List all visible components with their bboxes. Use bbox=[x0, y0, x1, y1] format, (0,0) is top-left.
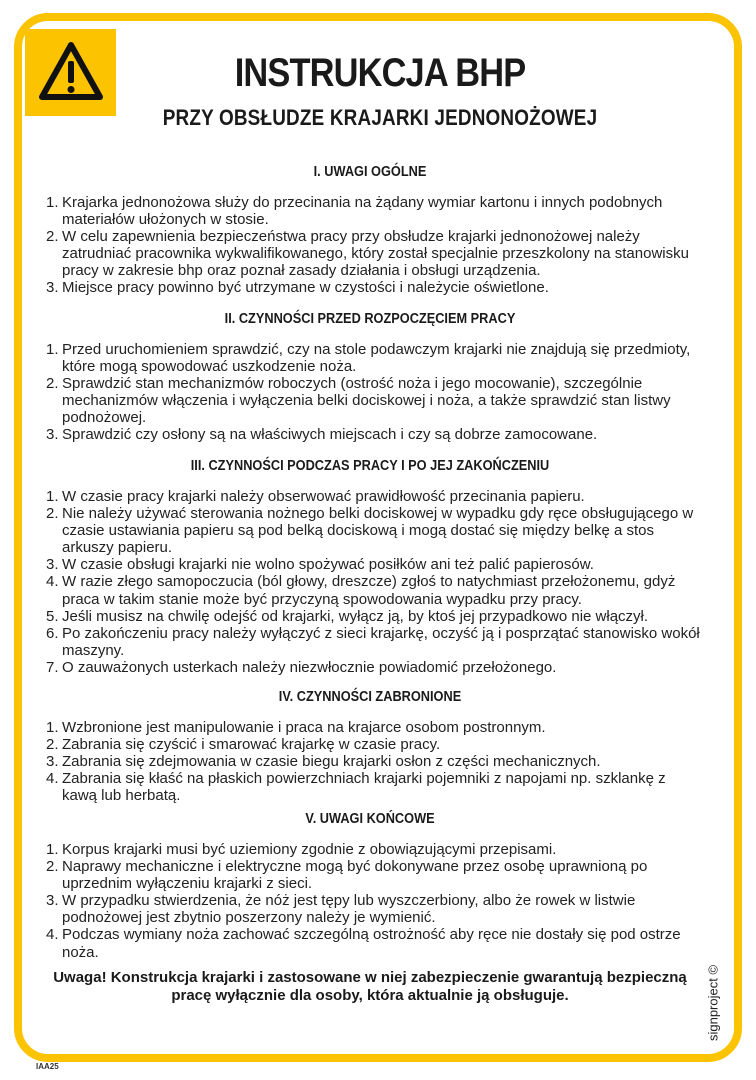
list-item: 7. O zauważonych usterkach należy niezwłocznie powiadomić przełożonego. bbox=[46, 658, 557, 676]
section-list-2 bbox=[40, 341, 700, 444]
list-item: 2. Naprawy mechaniczne i elektryczne mogą być dokonywane przez osobę uprawnioną po uprzednim wyłączeniu krajarki z sieci. bbox=[46, 858, 648, 893]
section-heading-1: I. UWAGI OGÓLNE bbox=[313, 164, 427, 180]
list-item: 1. Korpus krajarki musi być uziemiony zgodnie z obowiązującymi przepisami. bbox=[46, 841, 557, 858]
section-heading-5: V. UWAGI KOŃCOWE bbox=[305, 811, 435, 827]
list-item: 1. Krajarka jednonożowa służy do przecinania na żądany wymiar kartonu i innych podobnych materiałów ułożonych w stosie. bbox=[46, 194, 663, 229]
final-note: Uwaga! Konstrukcja krajarki i zastosowane w niej zabezpieczenie gwarantują bezpieczną pracę wyłącznie dla osoby, która aktualnie ją obsługuje. bbox=[53, 969, 687, 1004]
list-item: 4. Zabrania się kłaść na płaskich powierzchniach krajarki pojemniki z napojami np. szklankę z kawą lub herbatą. bbox=[46, 770, 666, 805]
list-item: 3. Miejsce pracy powinno być utrzymane w czystości i należycie oświetlone. bbox=[46, 279, 549, 297]
section-heading-3: III. CZYNNOŚCI PODCZAS PRACY I PO JEJ ZAKOŃCZENIU bbox=[190, 458, 550, 474]
list-item: 4. Podczas wymiany noża zachować szczególną ostrożność aby ręce nie dostały się pod ostrze noża. bbox=[46, 926, 681, 961]
list-item: 2. W celu zapewnienia bezpieczeństwa pracy przy obsłudze krajarki jednonożowej należy zatrudniać pracownika wykwalifikowanego, który został specjalnie przeszkolony na stanowisku pracy w zakresie bhp oraz poznał zasady działania i obsługi urządzenia. bbox=[46, 228, 689, 280]
warning-box bbox=[25, 29, 116, 116]
section-list-5 bbox=[40, 841, 700, 961]
sign-code: IAA25 bbox=[36, 1062, 59, 1071]
list-item: 3. W czasie obsługi krajarki nie wolno spożywać posiłków ani też palić papierosów. bbox=[46, 556, 594, 574]
list-item: 1. W czasie pracy krajarki należy obserwować prawidłowość przecinania papieru. bbox=[46, 488, 585, 505]
page-subtitle: PRZY OBSŁUDZE KRAJARKI JEDNONOŻOWEJ bbox=[162, 105, 598, 130]
list-item: 6. Po zakończeniu pracy należy wyłączyć z sieci krajarkę, oczyść ją i posprzątać stanowisko wokół maszyny. bbox=[46, 624, 700, 659]
list-item: 2. Sprawdzić stan mechanizmów roboczych (ostrość noża i jego mocowanie), szczególnie mechanizmów włączenia i wyłączenia belki dociskowej i noża, a także sprawdzić stan listwy podnożowej. bbox=[46, 375, 671, 427]
section-list-4 bbox=[40, 719, 700, 804]
list-item: 3. Sprawdzić czy osłony są na właściwych miejscach i czy są dobrze zamocowane. bbox=[46, 426, 598, 444]
list-item: 3. Zabrania się zdejmowania w czasie biegu krajarki osłon z części mechanicznych. bbox=[46, 753, 601, 771]
page-title: INSTRUKCJA BHP bbox=[234, 51, 526, 95]
list-item: 2. Nie należy używać sterowania nożnego belki dociskowej w wypadku gdy ręce obsługującego w czasie ustawiania papieru są pod belką dociskową i mogą dostać się między belkę a stos arkuszy papieru. bbox=[46, 505, 694, 557]
section-heading-2: II. CZYNNOŚCI PRZED ROZPOCZĘCIEM PRACY bbox=[224, 311, 516, 327]
list-item: 1. Wzbronione jest manipulowanie i praca na krajarce osobom postronnym. bbox=[46, 719, 546, 736]
list-item: 1. Przed uruchomieniem sprawdzić, czy na stole podawczym krajarki nie znajdują się przedmioty, które mogą spowodować uszkodzenie noża. bbox=[46, 341, 691, 376]
list-item: 2. Zabrania się czyścić i smarować krajarkę w czasie pracy. bbox=[46, 736, 441, 754]
warning-triangle-icon bbox=[38, 41, 104, 103]
list-item: 5. Jeśli musisz na chwilę odejść od krajarki, wyłącz ją, by ktoś jej przypadkowo nie włączył. bbox=[46, 607, 649, 625]
section-list-3 bbox=[40, 488, 700, 676]
list-item: 4. W razie złego samopoczucia (ból głowy, dreszcze) zgłoś to natychmiast przełożonemu, gdyż praca w takim stanie może być przyczyną spowodowania wypadku przy pracy. bbox=[46, 573, 676, 608]
section-list-1 bbox=[40, 194, 700, 297]
section-heading-4: IV. CZYNNOŚCI ZABRONIONE bbox=[278, 689, 462, 705]
list-item: 3. W przypadku stwierdzenia, że nóż jest tępy lub wyszczerbiony, albo że rowek w listwie podnożowej jest zbytnio poszerzony należy je wymienić. bbox=[46, 892, 636, 927]
brand-label: signproject © bbox=[705, 964, 721, 1042]
